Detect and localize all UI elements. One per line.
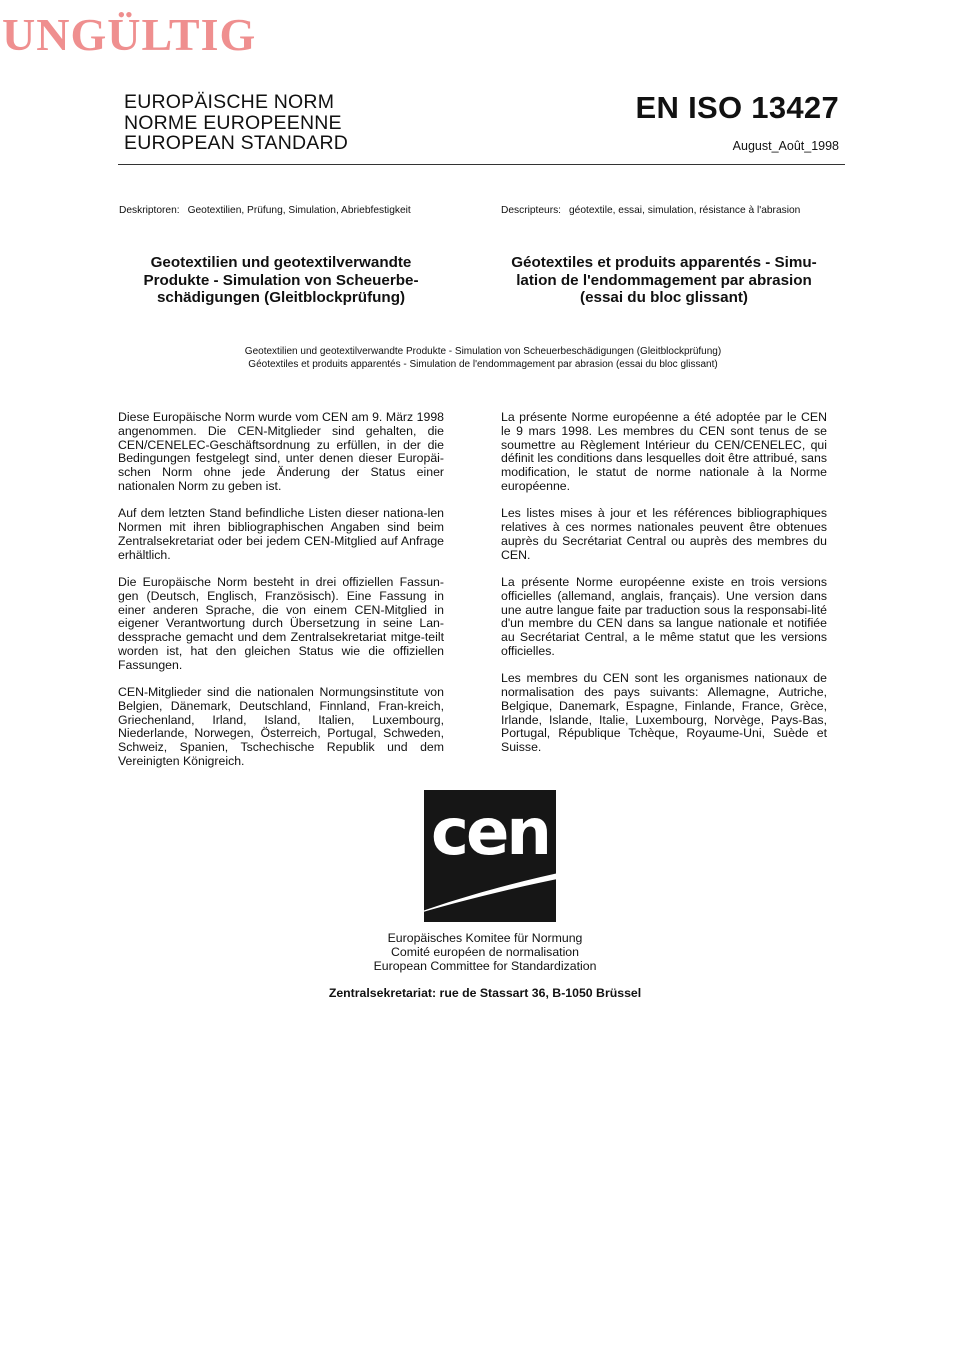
subtitle-fr: Géotextiles et produits apparentés - Simulation de l'endommagement par abrasion (essai du bloc glissant)	[248, 358, 718, 370]
standard-number: EN ISO 13427	[635, 90, 839, 125]
subtitle-block	[118, 346, 848, 371]
descriptors-fr-label: Descripteurs:	[501, 205, 562, 216]
title-de-line: Geotextilien und geotextilverwandte	[150, 254, 412, 271]
title-fr-line: lation de l'endommagement par abrasion	[516, 271, 812, 289]
cen-logo	[406, 790, 576, 922]
subtitle-de: Geotextilien und geotextilverwandte Produkte - Simulation von Scheuerbeschädigungen (Gleitblockprüfung)	[244, 346, 722, 357]
cen-logo-text: cen	[431, 796, 549, 870]
body-column-de	[118, 411, 444, 782]
body-column-fr	[501, 411, 827, 769]
org-name-de: Europäisches Komitee für Normung	[387, 931, 583, 945]
invalid-stamp: UNGÜLTIG	[2, 9, 257, 60]
body-paragraph-de: CEN-Mitglieder sind die nationalen Normungsinstitute von Belgien, Dänemark, Deutschland, Finnland, Fran-kreich, Griechenland, Irland, Island, Italien, Luxembourg, Niederlande, Norwegen, Österreich, Portugal, Schweden, Schweiz, Spanien, Tschechische Republik und dem Vereinigten Königreich.	[118, 685, 444, 769]
norm-name-de: EUROPÄISCHE NORM	[124, 91, 335, 113]
title-fr-line: Géotextiles et produits apparentés - Simu-	[511, 254, 817, 271]
header-divider	[118, 164, 845, 165]
secretariat-address: Zentralsekretariat: rue de Stassart 36, B-1050 Brüssel	[328, 986, 642, 1000]
standard-date: August_Août_1998	[732, 139, 839, 153]
cen-organisation-names	[300, 932, 670, 974]
descriptors-fr	[501, 205, 800, 216]
norm-name-en: EUROPEAN STANDARD	[124, 132, 349, 154]
body-paragraph-de: Die Europäische Norm besteht in drei offiziellen Fassun-gen (Deutsch, Englisch, Französisch). Eine Fassung in einer anderen Sprache, die von einem CEN-Mitglied in eigener Verantwortung durch Übersetzung in seine Lan-dessprache gemacht und dem Zentralsekretariat mitge-teilt worden ist, hat den gleichen Status wie die offiziellen Fassungen.	[118, 574, 444, 672]
org-name-en: European Committee for Standardization	[373, 958, 597, 973]
body-paragraph-fr: La présente Norme européenne existe en trois versions officielles (allemand, anglais, français). Une version dans une autre langue faite par traduction sous la responsabi-lité d'un membre du CEN dans sa langue nationale et notifiée au Secrétariat Central, a le même statut que les versions officielles.	[501, 574, 827, 658]
title-de-line: schädigungen (Gleitblockprüfung)	[156, 289, 406, 307]
body-paragraph-fr: La présente Norme européenne a été adoptée par le CEN le 9 mars 1998. Les membres du CEN sont tenus de se soumettre au Règlement Intérieur du CEN/CENELEC, qui définit les conditions dans lesquelles doit être attribué, sans modification, le statut de norme nationale à la Norme européenne.	[501, 410, 827, 493]
title-de	[116, 254, 446, 307]
descriptors-de-value: Geotextilien, Prüfung, Simulation, Abriebfestigkeit	[187, 205, 411, 216]
body-paragraph-de: Auf dem letzten Stand befindliche Listen dieser nationa-len Normen mit ihren bibliographischen Angaben sind beim Zentralsekretariat oder bei jedem CEN-Mitglied auf Anfrage erhältlich.	[118, 506, 444, 562]
title-fr	[499, 254, 829, 307]
descriptors-de	[119, 205, 411, 216]
body-paragraph-de: Diese Europäische Norm wurde vom CEN am 9. März 1998 angenommen. Die CEN-Mitglieder sind gehalten, die CEN/CENELEC-Geschäftsordnung zu erfüllen, in der die Bedingungen festgelegt sind, unter denen dieser Europäi-schen Norm ohne jede Änderung der Status einer nationalen Norm zu geben ist.	[118, 410, 444, 493]
descriptors-de-label: Deskriptoren:	[119, 205, 180, 216]
norm-name-fr: NORME EUROPEENNE	[124, 111, 342, 134]
descriptors-fr-value: géotextile, essai, simulation, résistance à l'abrasion	[569, 205, 801, 216]
title-de-line: Produkte - Simulation von Scheuerbe-	[143, 271, 419, 289]
norm-type-names	[124, 92, 348, 154]
org-name-fr: Comité européen de normalisation	[391, 944, 579, 959]
body-paragraph-fr: Les listes mises à jour et les références bibliographiques relatives à ces normes nationales peuvent être obtenues auprès du Secrétariat Central ou auprès des membres du CEN.	[501, 506, 827, 562]
body-paragraph-fr: Les membres du CEN sont les organismes nationaux de normalisation des pays suivants: Allemagne, Autriche, Belgique, Danemark, Espagne, Finlande, France, Grèce, Irlande, Islande, Italie, Luxembourg, Norvège, Pays-Bas, Portugal, République Tchèque, Royaume-Uni, Suède et Suisse.	[501, 671, 827, 755]
title-fr-line: (essai du bloc glissant)	[580, 289, 748, 307]
